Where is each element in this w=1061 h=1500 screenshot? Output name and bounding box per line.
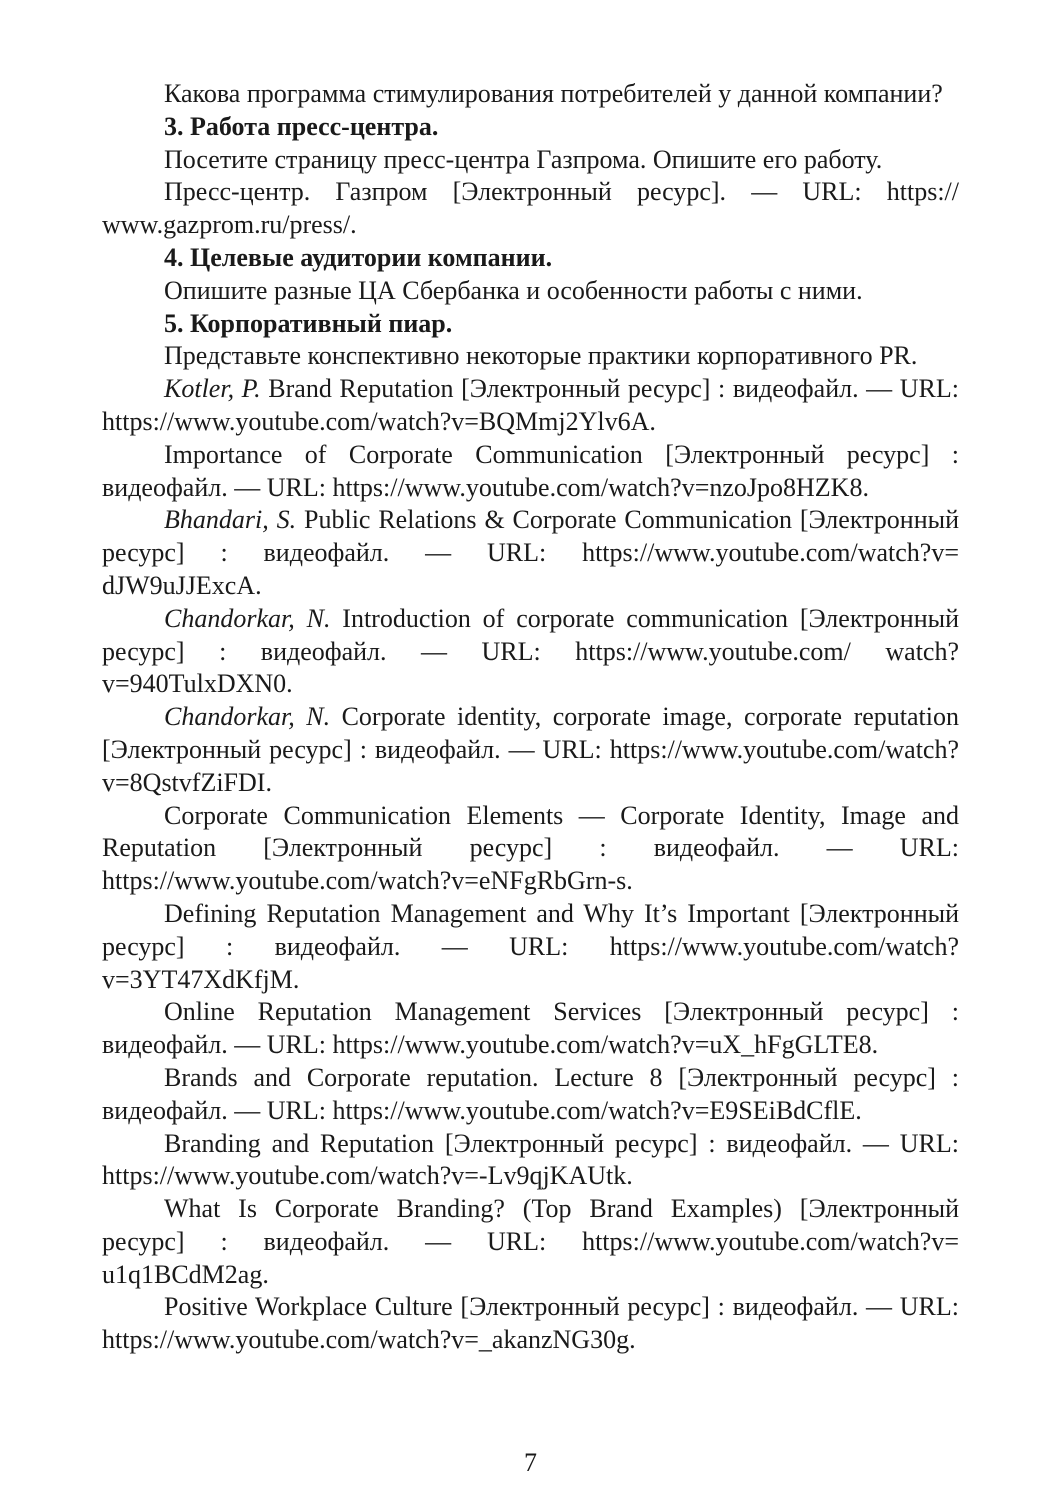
reference-item [102, 439, 959, 505]
section-heading-target-audiences: 4. Целевые аудитории компании. [164, 242, 553, 272]
reference-item [102, 1062, 959, 1128]
reference-item [102, 1193, 959, 1291]
reference-text: Online Reputation Management Services [Электронный ресурс] : видеофайл. — URL: https://www.youtube.com/watch?v=uX_hFgGLTE8. [102, 997, 959, 1060]
reference-text: Corporate identity, corporate image, corporate reputation [Электронный ресурс] : видеофайл. — URL: https://www.youtube.com/watch?v=8QstvfZiFDI. [102, 702, 960, 797]
reference-item [102, 603, 959, 701]
paragraph-task: Опишите разные ЦА Сбербанка и особенности работы с ними. [164, 275, 863, 305]
paragraph-task: Представьте конспективно некоторые практики корпоративного PR. [164, 341, 918, 371]
section-heading-press-center: 3. Работа пресс-центра. [164, 111, 439, 141]
reference-text: What Is Corporate Branding? (Top Brand Examples) [Электронный ресурс] : видеофайл. — URL: https://www.youtube.com/watch?v= u1q1BCdM2ag. [102, 1194, 959, 1289]
page-content [102, 78, 959, 1357]
reference-item [102, 1128, 959, 1194]
paragraph-question: Какова программа стимулирования потребителей у данной компании? [164, 79, 943, 108]
reference-text: Brands and Corporate reputation. Lecture 8 [Электронный ресурс] : видеофайл. — URL: https://www.youtube.com/watch?v=E9SEiBdCflE. [102, 1062, 959, 1125]
reference-author: Bhandari, S. [164, 505, 297, 535]
reference-text: Positive Workplace Culture [Электронный ресурс] : видеофайл. — URL: https://www.youtube.com/watch?v=_akanzNG30g. [102, 1292, 959, 1355]
reference-author: Chandorkar, N. [164, 702, 331, 732]
reference-text: Corporate Communication Elements — Corporate Identity, Image and Reputation [Электронный ресурс] : видеофайл. — URL: https://www.youtube.com/watch?v=eNFgRbGrn-s. [102, 800, 959, 896]
reference-item [102, 504, 959, 602]
reference-text: Public Relations & Corporate Communication [Электронный ресурс] : видеофайл. — URL: https://www.youtube.com/watch?v= dJW9uJJExcA. [102, 505, 959, 600]
reference-text: Introduction of corporate communication [Электронный ресурс] : видеофайл. — URL: https://www.youtube.com/ watch?v=940TulxDXN0. [102, 603, 959, 699]
reference-item [102, 1291, 959, 1357]
reference-item [102, 800, 959, 898]
reference-item [102, 996, 959, 1062]
reference-item [102, 898, 959, 996]
page-number: 7 [524, 1448, 537, 1477]
reference-item [102, 701, 959, 799]
paragraph-reference: Пресс-центр. Газпром [Электронный ресурс]. — URL: https:// www.gazprom.ru/press/. [102, 177, 959, 240]
reference-author: Chandorkar, N. [164, 603, 331, 633]
reference-text: Branding and Reputation [Электронный ресурс] : видеофайл. — URL: https://www.youtube.com/watch?v=-Lv9qjKAUtk. [102, 1128, 959, 1191]
paragraph-task: Посетите страницу пресс-центра Газпрома. Опишите его работу. [164, 144, 883, 174]
reference-text: Defining Reputation Management and Why It’s Important [Электронный ресурс] : видеофайл. — URL: https://www.youtube.com/watch? v=3YT47XdKfjM. [102, 898, 959, 994]
reference-author: Kotler, P. [164, 374, 261, 404]
reference-text: Importance of Corporate Communication [Электронный ресурс] : видеофайл. — URL: https://www.youtube.com/watch?v=nzoJpo8HZK8. [102, 439, 959, 502]
reference-item [102, 373, 959, 439]
reference-text: Brand Reputation [Электронный ресурс] : видеофайл. — URL: https://www.youtube.com/watch?v=BQMmj2Ylv6A. [102, 374, 959, 436]
section-heading-corporate-pr: 5. Корпоративный пиар. [164, 308, 453, 338]
